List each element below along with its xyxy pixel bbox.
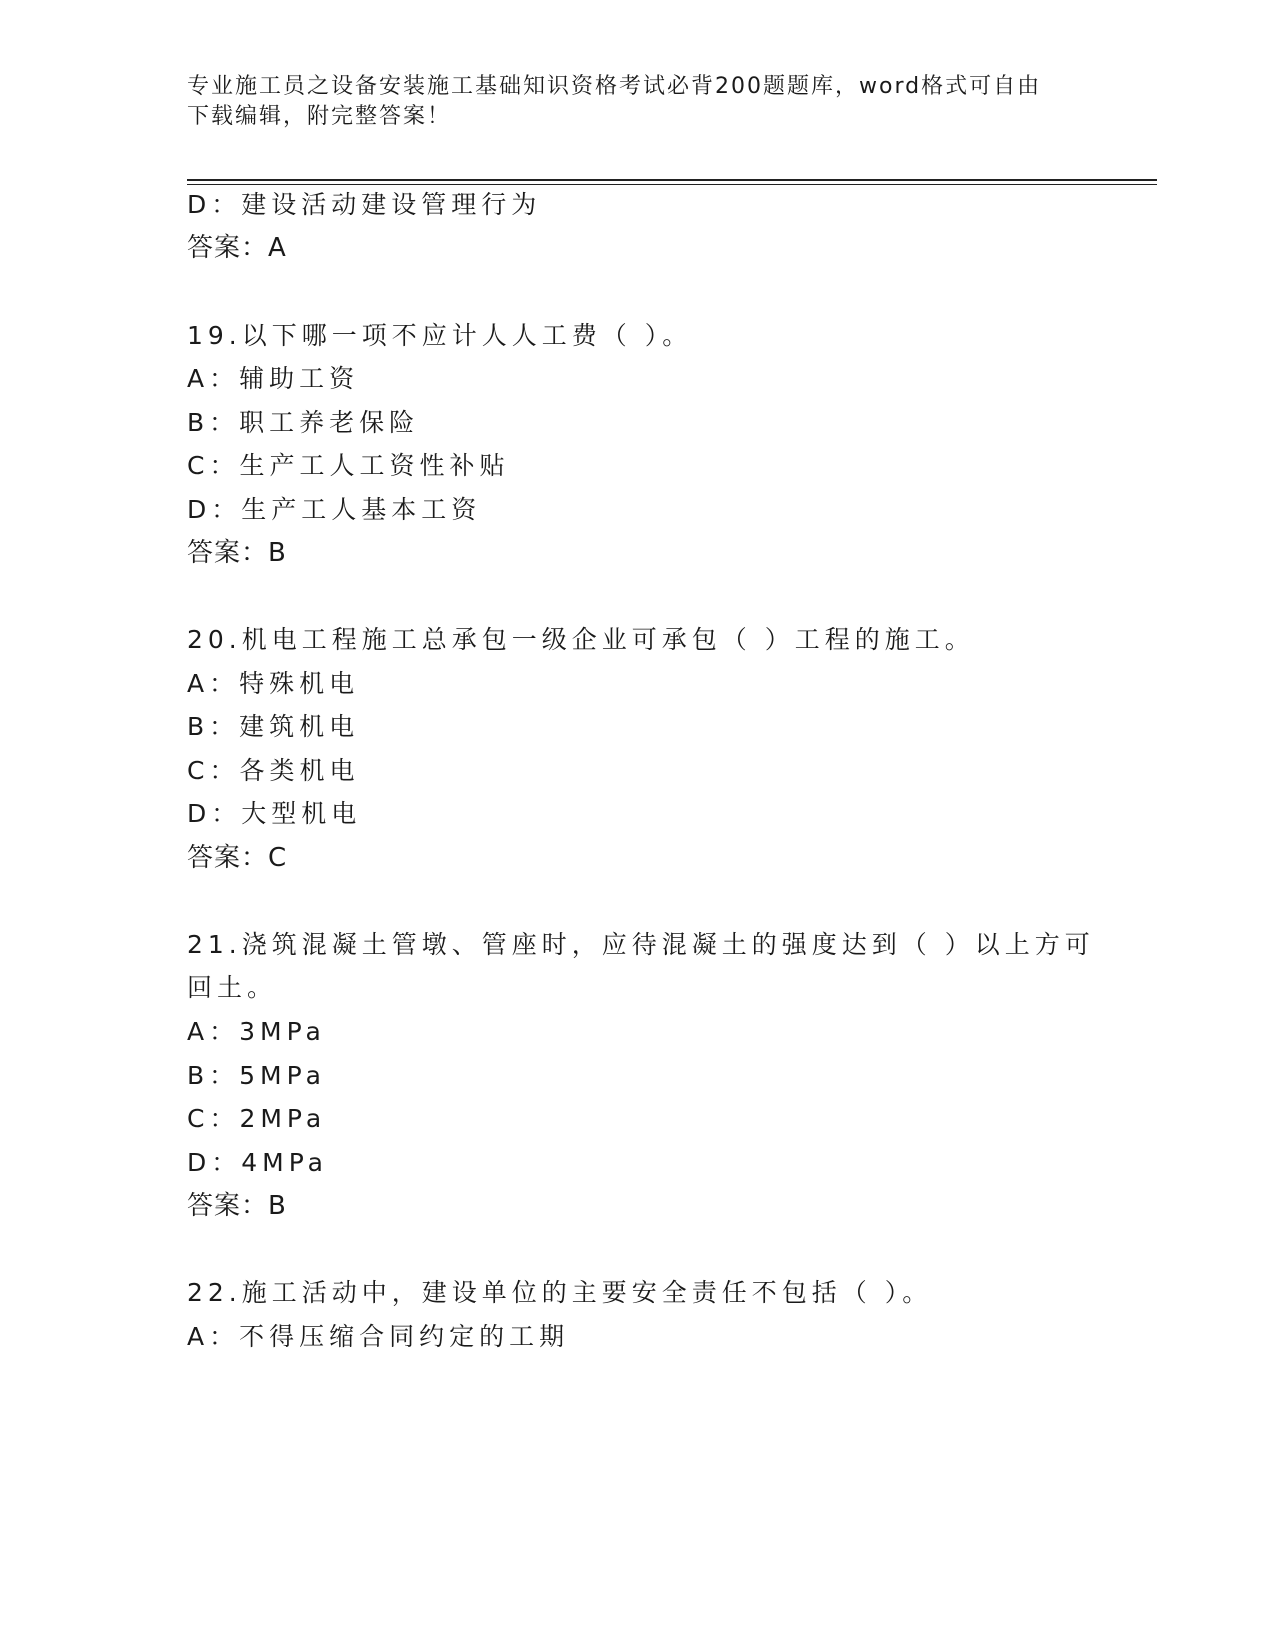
- question-19-option-d: D：生产工人基本工资: [187, 495, 482, 524]
- header-line-2: 下载编辑，附完整答案！: [187, 104, 452, 129]
- question-19-stem: 19.以下哪一项不应计人人工费（ ）。: [187, 321, 693, 350]
- question-21-option-d: D：4MPa: [187, 1148, 328, 1177]
- question-20-answer: 答案：C: [187, 843, 288, 873]
- question-19-option-a: A：辅助工资: [187, 364, 360, 393]
- document-header: [187, 72, 1087, 132]
- prev-answer: 答案：A: [187, 233, 287, 263]
- header-divider-thick: [187, 179, 1157, 181]
- question-21-stem-line-2: 回土。: [187, 973, 278, 1002]
- question-21-stem-line-1: 21.浇筑混凝土管墩、管座时，应待混凝土的强度达到（ ）以上方可: [187, 930, 1095, 959]
- question-21-option-a: A：3MPa: [187, 1017, 326, 1046]
- prev-option-d: D：建设活动建设管理行为: [187, 190, 542, 219]
- question-20-option-b: B：建筑机电: [187, 712, 360, 741]
- question-19-option-c: C：生产工人工资性补贴: [187, 451, 510, 480]
- header-line-1: 专业施工员之设备安装施工基础知识资格考试必背200题题库，word格式可自由: [187, 74, 1042, 99]
- question-20-option-c: C：各类机电: [187, 756, 360, 785]
- question-20-option-d: D：大型机电: [187, 799, 362, 828]
- question-21-option-c: C：2MPa: [187, 1104, 327, 1133]
- question-22-option-a: A：不得压缩合同约定的工期: [187, 1322, 570, 1351]
- header-divider-thin: [187, 184, 1157, 185]
- question-22-stem: 22.施工活动中，建设单位的主要安全责任不包括（ ）。: [187, 1278, 933, 1307]
- question-19-answer: 答案：B: [187, 538, 287, 568]
- question-19-option-b: B：职工养老保险: [187, 408, 420, 437]
- question-20-stem: 20.机电工程施工总承包一级企业可承包（ ）工程的施工。: [187, 625, 975, 654]
- question-21-answer: 答案：B: [187, 1191, 287, 1221]
- question-20-option-a: A：特殊机电: [187, 669, 360, 698]
- question-21-option-b: B：5MPa: [187, 1061, 326, 1090]
